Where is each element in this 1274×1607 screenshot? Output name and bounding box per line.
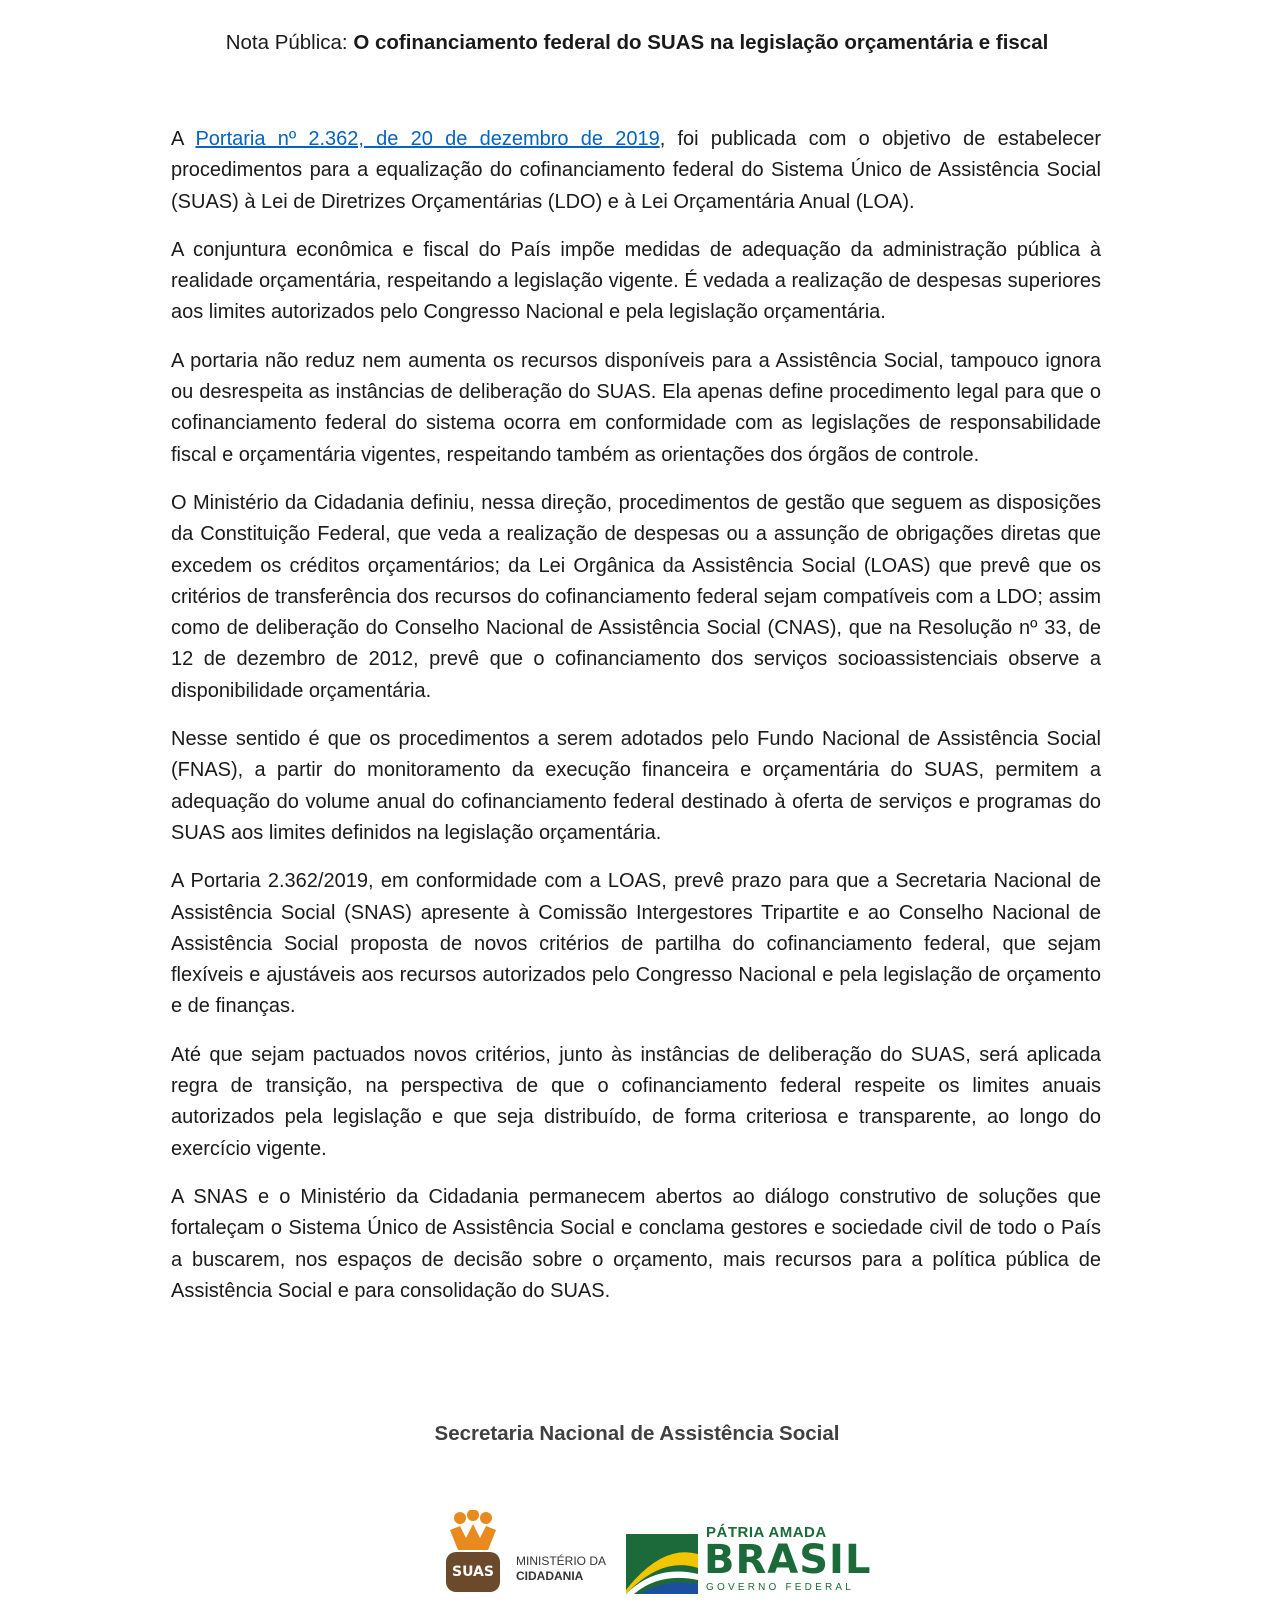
portaria-link[interactable]: Portaria nº 2.362, de 20 de dezembro de 2019 [195, 128, 660, 150]
paragraph-1 [171, 124, 1101, 218]
paragraph-1-rest: , foi publicada com o objetivo de estabelecer procedimentos para a equalização do cofinanciamento federal do Sistema Único de Assistência Social (SUAS) à Lei de Diretrizes Orçamentárias (LDO) e à Lei Orçamentária Anual (LOA). [171, 128, 1102, 213]
patria-amada-text: PÁTRIA AMADA [706, 1524, 827, 1541]
paragraph-4: O Ministério da Cidadania definiu, nessa direção, procedimentos de gestão que seguem as disposições da Constituição Federal, que veda a realização de despesas ou a assunção de obrigações diretas que excedem os créditos orçamentários; da Lei Orgânica da Assistência Social (LOAS) que prevê que os critérios de transferência dos recursos do cofinanciamento federal sejam compatíveis com a LDO; assim como de deliberação do Conselho Nacional de Assistência Social (CNAS), que na Resolução nº 33, de 12 de dezembro de 2012, prevê que o cofinanciamento dos serviços socioassistenciais observe a disponibilidade orçamentária. [171, 491, 1101, 702]
ministerio-line-1: MINISTÉRIO DA [516, 1554, 607, 1568]
signature: Secretaria Nacional de Assistência Social [434, 1422, 840, 1445]
paragraph-6: A Portaria 2.362/2019, em conformidade com a LOAS, prevê prazo para que a Secretaria Nacional de Assistência Social (SNAS) apresente à Comissão Intergestores Tripartite e ao Conselho Nacional de Assistência Social proposta de novos critérios de partilha do cofinanciamento federal, que sejam flexíveis e ajustáveis aos recursos autorizados pelo Congresso Nacional e pela legislação de orçamento e de finanças. [171, 870, 1101, 1018]
brasil-flag-icon [626, 1534, 698, 1594]
footer-logos [444, 1510, 872, 1600]
page-title [0, 28, 1274, 58]
brasil-text: BRASIL [704, 1537, 872, 1583]
paragraph-1-start: A [171, 128, 196, 150]
paragraph-8: A SNAS e o Ministério da Cidadania permanecem abertos ao diálogo construtivo de soluções que fortaleçam o Sistema Único de Assistência Social e conclama gestores e sociedade civil de todo o País a buscarem, nos espaços de decisão sobre o orçamento, mais recursos para a política pública de Assistência Social e para consolidação do SUAS. [171, 1185, 1101, 1302]
governo-federal-text: GOVERNO FEDERAL [706, 1582, 855, 1593]
ministerio-line-2: CIDADANIA [516, 1569, 584, 1583]
paragraph-3: A portaria não reduz nem aumenta os recursos disponíveis para a Assistência Social, tampouco ignora ou desrespeita as instâncias de deliberação do SUAS. Ela apenas define procedimento legal para que o cofinanciamento federal do sistema ocorra em conformidade com as legislações de responsabilidade fiscal e orçamentária vigentes, respeitando também as orientações dos órgãos de controle. [171, 349, 1101, 466]
suas-logo-text: SUAS [452, 1564, 494, 1580]
title-prefix: Nota Pública: [225, 31, 354, 54]
paragraph-5: Nesse sentido é que os procedimentos a serem adotados pelo Fundo Nacional de Assistência Social (FNAS), a partir do monitoramento da execução financeira e orçamentária do SUAS, permitem a adequação do volume anual do cofinanciamento federal destinado à oferta de serviços e programas do SUAS aos limites definidos na legislação orçamentária. [171, 728, 1101, 844]
paragraph-7: Até que sejam pactuados novos critérios, junto às instâncias de deliberação do SUAS, será aplicada regra de transição, na perspectiva de que o cofinanciamento federal respeite os limites anuais autorizados pela legislação e que seja distribuído, de forma criteriosa e transparente, ao longo do exercício vigente. [171, 1043, 1101, 1160]
paragraph-2: A conjuntura econômica e fiscal do País impõe medidas de adequação da administração pública à realidade orçamentária, respeitando a legislação vigente. É vedada a realização de despesas superiores aos limites autorizados pelo Congresso Nacional e pela legislação orçamentária. [171, 238, 1101, 324]
title-main: O cofinanciamento federal do SUAS na legislação orçamentária e fiscal [353, 31, 1049, 54]
suas-logo-icon [444, 1510, 502, 1594]
document-body [171, 124, 1101, 1324]
